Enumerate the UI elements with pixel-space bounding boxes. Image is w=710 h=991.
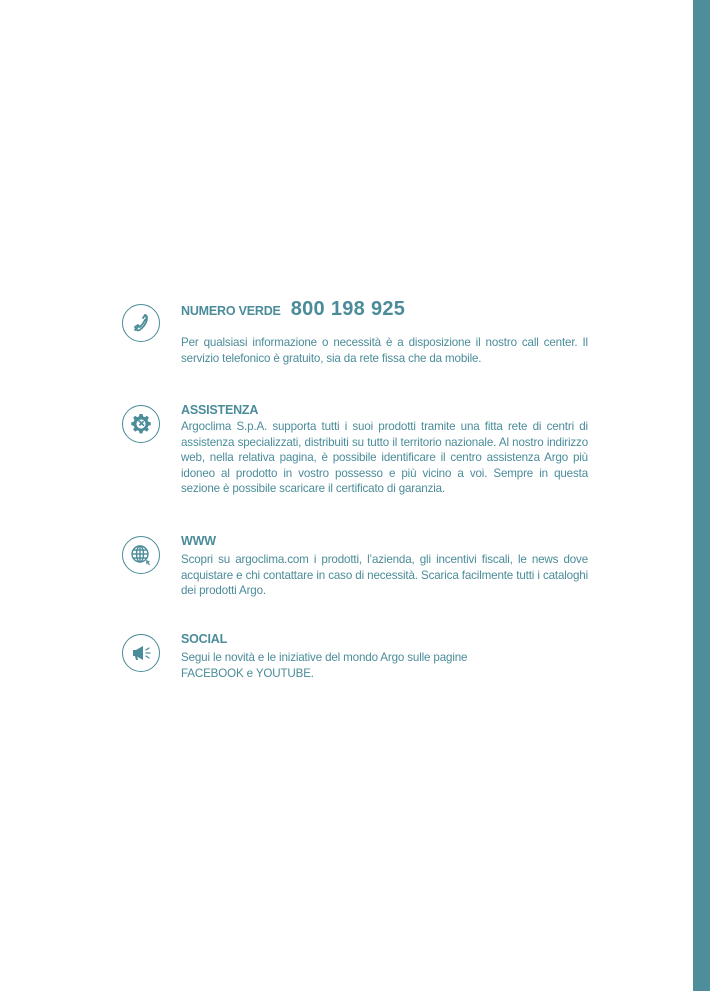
phone-icon (122, 304, 160, 342)
numero-verde-heading: NUMERO VERDE (181, 304, 281, 318)
phone-number: 800 198 925 (290, 298, 406, 320)
gear-wrench-icon (122, 405, 160, 443)
social-text-line1: Segui le novità e le iniziative del mondo Argo sulle pagine (181, 651, 468, 664)
social-text (181, 650, 588, 681)
social-heading: SOCIAL (181, 632, 228, 646)
assistenza-text: Argoclima S.p.A. supporta tutti i suoi prodotti tramite una fitta rete di centri di assistenza specializzati, distribuiti su tutto il territorio nazionale. Al nostro indirizzo web, nella relativa pagina, è possibile identificare il centro assistenza Argo più idoneo al prodotto in vostro possesso e più vicino a voi. Sempre in questa sezione è possibile scaricare il certificato di garanzia. (181, 420, 588, 495)
megaphone-icon (122, 634, 160, 672)
numero-verde-text: Per qualsiasi informazione o necessità è a disposizione il nostro call center. Il servizio telefonico è gratuito, sia da rete fissa che da mobile. (181, 336, 588, 365)
assistenza-heading: ASSISTENZA (181, 403, 259, 417)
www-text: Scopri su argoclima.com i prodotti, l’azienda, gli incentivi fiscali, le news dove acquistare e chi contattare in caso di necessità. Scarica facilmente tutti i cataloghi dei prodotti Argo. (181, 553, 588, 597)
www-heading: WWW (181, 534, 216, 548)
globe-icon (122, 536, 160, 574)
side-color-bar (693, 0, 710, 991)
social-text-line2: FACEBOOK e YOUTUBE. (181, 666, 314, 680)
